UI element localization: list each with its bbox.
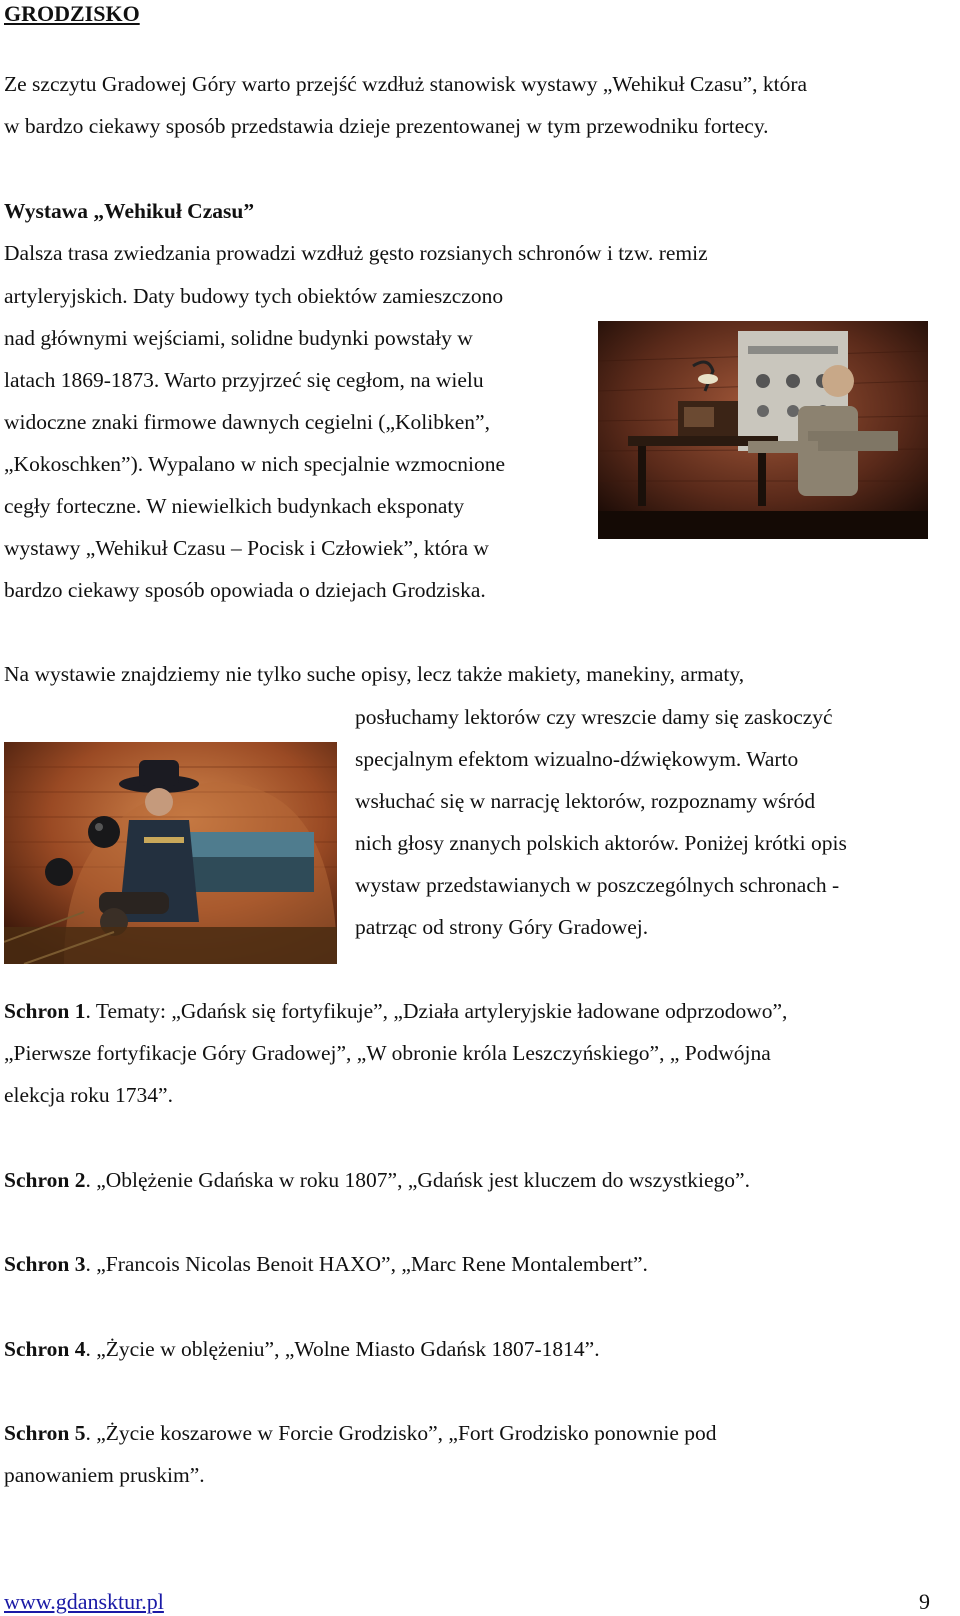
shelter-1-label: Schron 1: [4, 999, 86, 1023]
shelter-2-label: Schron 2: [4, 1168, 86, 1192]
page-title: GRODZISKO: [4, 1, 140, 26]
shelter-1-line-2: „Pierwsze fortyfikacje Góry Gradowej”, „W obronie króla Leszczyńskiego”, „ Podwójna: [4, 1041, 771, 1065]
shelter-3-text: . „Francois Nicolas Benoit HAXO”, „Marc Rene Montalembert”.: [85, 1252, 648, 1276]
shelter-5-line-1: [4, 1421, 717, 1445]
shelter-1-line-1: [4, 999, 787, 1023]
exhibit-line-4: latach 1869-1873. Warto przyjrzeć się cegłom, na wielu: [4, 368, 484, 392]
intro-line-1: Ze szczytu Gradowej Góry warto przejść wzdłuż stanowisk wystawy „Wehikuł Czasu”, która: [4, 72, 808, 96]
shelter-1-text-1: . Tematy: „Gdańsk się fortyfikuje”, „Działa artyleryjskie ładowane odprzodowo”,: [85, 999, 788, 1023]
second-para-line-2: posłuchamy lektorów czy wreszcie damy się zaskoczyć: [355, 705, 833, 729]
second-para-line-1: Na wystawie znajdziemy nie tylko suche opisy, lecz także makiety, manekiny, armaty,: [4, 662, 745, 686]
exhibit-line-7: cegły forteczne. W niewielkich budynkach eksponaty: [4, 494, 465, 518]
shelter-1-line-3: elekcja roku 1734”.: [4, 1083, 173, 1107]
second-para-line-3: specjalnym efektom wizualno-dźwiękowym. Warto: [355, 747, 799, 771]
radio-room-photo: [598, 321, 928, 539]
exhibit-line-6: „Kokoschken”). Wypalano w nich specjalnie wzmocnione: [4, 452, 505, 476]
exhibit-line-9: bardzo ciekawy sposób opowiada o dziejach Grodziska.: [4, 578, 486, 602]
shelter-4-line: [4, 1337, 600, 1361]
shelter-4-text: . „Życie w oblężeniu”, „Wolne Miasto Gdańsk 1807-1814”.: [85, 1337, 600, 1361]
shelter-3-label: Schron 3: [4, 1252, 86, 1276]
second-para-line-6: wystaw przedstawianych w poszczególnych schronach -: [355, 873, 840, 897]
exhibit-title: Wystawa „Wehikuł Czasu”: [4, 199, 255, 223]
shelter-5-line-2: panowaniem pruskim”.: [4, 1463, 205, 1487]
second-para-line-7: patrząc od strony Góry Gradowej.: [355, 915, 649, 939]
intro-line-2: w bardzo ciekawy sposób przedstawia dzieje prezentowanej w tym przewodniku fortecy.: [4, 114, 769, 138]
exhibit-line-5: widoczne znaki firmowe dawnych cegielni („Kolibken”,: [4, 410, 490, 434]
shelter-2-text: . „Oblężenie Gdańska w roku 1807”, „Gdańsk jest kluczem do wszystkiego”.: [85, 1168, 750, 1192]
shelter-5-label: Schron 5: [4, 1421, 86, 1445]
shelter-2-line: [4, 1168, 750, 1192]
exhibit-line-1: Dalsza trasa zwiedzania prowadzi wzdłuż gęsto rozsianych schronów i tzw. remiz: [4, 241, 708, 265]
second-para-line-4: wsłuchać się w narrację lektorów, rozpoznamy wśród: [355, 789, 816, 813]
exhibit-line-8: wystawy „Wehikuł Czasu – Pocisk i Człowiek”, która w: [4, 536, 489, 560]
exhibit-line-2: artyleryjskich. Daty budowy tych obiektów zamieszczono: [4, 284, 504, 308]
shelter-4-label: Schron 4: [4, 1337, 86, 1361]
page-number: 9: [919, 1589, 930, 1614]
cannonball-mannequin-photo: [4, 742, 337, 964]
shelter-5-text-1: . „Życie koszarowe w Forcie Grodzisko”, „Fort Grodzisko ponownie pod: [85, 1421, 717, 1445]
exhibit-line-3: nad głównymi wejściami, solidne budynki powstały w: [4, 326, 473, 350]
website-link[interactable]: www.gdansktur.pl: [4, 1589, 164, 1614]
shelter-3-line: [4, 1252, 648, 1276]
second-para-line-5: nich głosy znanych polskich aktorów. Poniżej krótki opis: [355, 831, 847, 855]
